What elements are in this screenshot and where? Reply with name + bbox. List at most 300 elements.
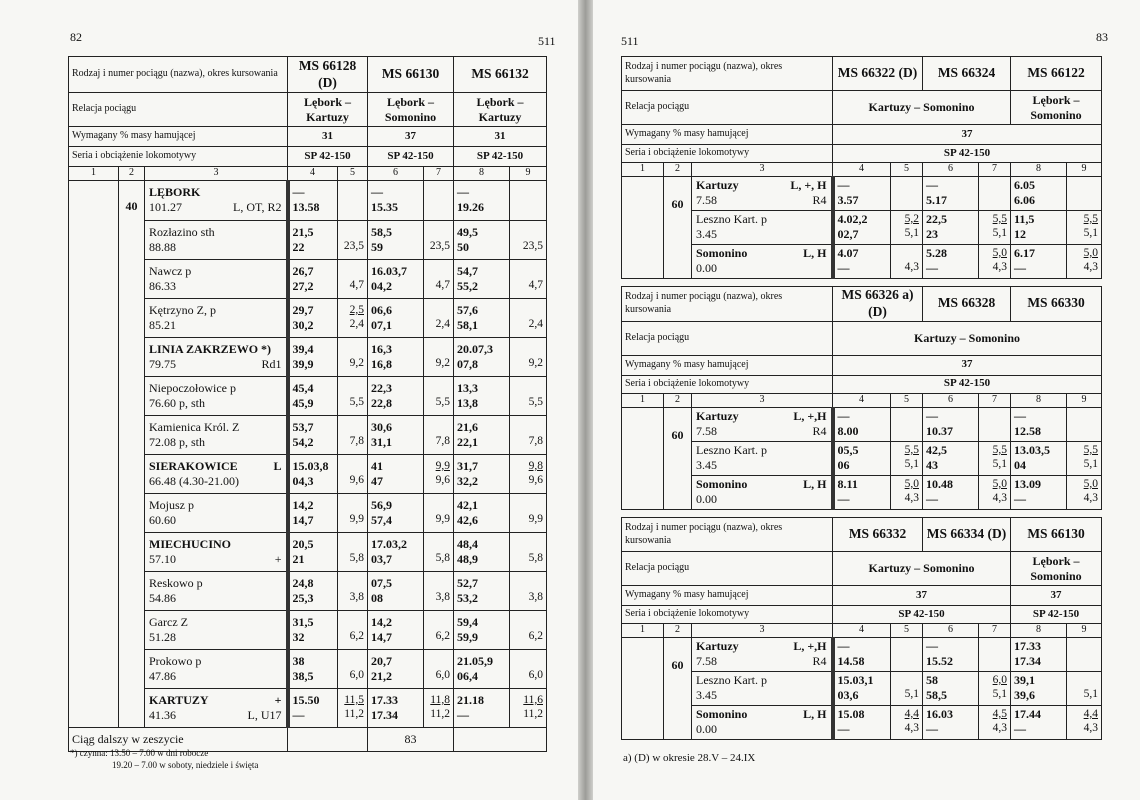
time-value: 6.06: [1014, 193, 1035, 207]
run-time-cell: [510, 260, 547, 299]
time-value: 23: [926, 227, 938, 241]
time-cell: [288, 299, 338, 338]
column-numbers-row: [69, 167, 547, 181]
train-relation: Lębork – Kartuzy: [454, 93, 547, 127]
time-value: 53,2: [457, 591, 478, 605]
train-relation: Kartuzy – Somonino: [833, 321, 1102, 355]
run-time-value: 5,1: [1083, 227, 1098, 240]
time-value: 32: [292, 630, 305, 644]
time-value: 4.02,2: [837, 212, 868, 226]
train-label: Rodzaj i numer pociągu (nazwa), okres kursowania: [622, 518, 833, 552]
time-value: 19.26: [457, 200, 484, 214]
time-cell: [368, 572, 424, 611]
station-km: 51.28: [149, 630, 176, 644]
station-cell: [692, 441, 833, 475]
time-cell: [368, 221, 424, 260]
brake-value: 31: [454, 127, 547, 147]
time-value: 38: [292, 654, 305, 668]
station-cell: [145, 338, 288, 377]
time-value: —: [926, 178, 938, 192]
time-value: —: [837, 491, 850, 506]
run-time-value: 6,0: [349, 669, 364, 682]
time-cell: [288, 455, 338, 494]
station-km: 88.88: [149, 240, 176, 254]
time-cell: [923, 211, 979, 245]
time-cell: [833, 638, 891, 672]
run-time-value: 4,3: [992, 722, 1007, 735]
run-time-value: [427, 537, 450, 551]
run-time-cell: [1067, 672, 1102, 706]
run-time-value: 7,8: [435, 435, 450, 448]
time-value: 13,8: [457, 396, 478, 410]
time-cell: [833, 706, 891, 740]
brake-value: 37: [833, 125, 1102, 145]
run-time-value: 2,4: [349, 318, 364, 331]
run-time-value: 11,2: [430, 708, 450, 721]
time-value: 29,7: [292, 303, 314, 317]
station-row: [622, 245, 1102, 279]
run-time-cell: [510, 299, 547, 338]
time-cell: [288, 221, 338, 260]
station-cell: [145, 650, 288, 689]
time-cell: [454, 416, 510, 455]
time-value: 30,2: [292, 318, 314, 332]
run-time-cell: [338, 299, 368, 338]
run-time-cell: [1067, 211, 1102, 245]
book-gutter: [578, 0, 593, 800]
time-cell: [454, 572, 510, 611]
loco-value: SP 42-150: [1011, 606, 1102, 624]
relation-label: Relacja pociągu: [622, 321, 833, 355]
column-number: 9: [1067, 393, 1102, 407]
station-km: 3.45: [696, 688, 717, 702]
station-cell: [692, 407, 833, 441]
column-number: 5: [891, 393, 923, 407]
blank-col: [622, 407, 664, 509]
time-value: 04,2: [371, 279, 392, 293]
blank-col: [69, 181, 119, 728]
brake-value: 37: [833, 355, 1102, 375]
station-cell: [145, 533, 288, 572]
run-time-value: 6,0: [992, 674, 1007, 686]
run-time-value: 5,8: [528, 552, 543, 565]
station-km: 60.60: [149, 513, 176, 527]
run-time-value: 4,4: [1083, 708, 1098, 720]
run-time-value: [513, 303, 543, 317]
train-number: MS 66330: [1011, 287, 1102, 322]
train-relation: Lębork – Somonino: [368, 93, 454, 127]
time-value: 15.35: [371, 200, 398, 214]
blank-col: [622, 638, 664, 740]
time-value: 14,2: [371, 615, 392, 629]
time-value: 14,7: [292, 513, 314, 527]
run-time-cell: [338, 572, 368, 611]
station-info: R4: [812, 193, 827, 207]
run-time-cell: [510, 221, 547, 260]
run-time-value: [513, 537, 543, 551]
run-time-cell: [979, 706, 1011, 740]
run-time-cell: [1067, 177, 1102, 211]
time-value: 48,9: [457, 552, 478, 566]
station-cell: [692, 177, 833, 211]
run-time-cell: [1067, 475, 1102, 509]
run-time-value: 4,7: [349, 279, 364, 292]
station-name: Rozłazino sth: [149, 225, 215, 239]
run-time-value: 5,5: [1083, 213, 1098, 225]
run-time-value: 9,6: [435, 474, 450, 487]
time-cell: [288, 494, 338, 533]
station-km: 41.36 L, U17: [149, 708, 282, 722]
time-value: 8.11: [837, 476, 858, 491]
run-time-value: 5,1: [904, 227, 919, 240]
run-time-value: 5,1: [992, 227, 1007, 240]
time-value: 15.03,8: [292, 459, 329, 473]
run-time-cell: [338, 533, 368, 572]
train-label: Rodzaj i numer pociągu (nazwa), okres kursowania: [622, 57, 833, 91]
time-value: 04,3: [292, 474, 314, 488]
time-value: 21,2: [371, 669, 392, 683]
time-value: 50: [457, 240, 469, 254]
run-time-cell: [338, 260, 368, 299]
run-time-value: [341, 381, 364, 395]
timetable-right: [621, 286, 1102, 510]
time-value: 07,1: [371, 318, 392, 332]
run-time-value: [341, 342, 364, 356]
time-value: 10.48: [926, 476, 953, 491]
run-time-cell: [1067, 245, 1102, 279]
run-time-value: [513, 615, 543, 629]
time-value: 22,8: [371, 396, 392, 410]
time-cell: [833, 211, 891, 245]
station-name: Garcz Z: [149, 615, 188, 629]
run-time-cell: [891, 177, 923, 211]
time-cell: [368, 181, 424, 221]
station-km: 85.21: [149, 318, 176, 332]
run-time-cell: [338, 338, 368, 377]
time-value: 22,1: [457, 435, 478, 449]
run-time-value: 5,2: [904, 213, 919, 225]
run-time-value: [341, 615, 364, 629]
page-header-511-left: 511: [538, 34, 556, 48]
line-number: 60: [664, 638, 692, 740]
time-cell: [454, 494, 510, 533]
station-name: LĘBORK: [149, 185, 201, 199]
column-number: 7: [424, 167, 454, 181]
time-cell: [368, 533, 424, 572]
page-number-right: 83: [1096, 30, 1108, 44]
run-time-cell: [338, 650, 368, 689]
time-cell: [833, 672, 891, 706]
time-cell: [288, 533, 338, 572]
station-cell: [692, 672, 833, 706]
station-cell: [692, 638, 833, 672]
time-value: 03,7: [371, 552, 392, 566]
time-value: 08: [371, 591, 383, 605]
run-time-value: [513, 342, 543, 356]
run-time-value: 2,5: [349, 304, 364, 316]
station-km: 0.00: [696, 722, 717, 736]
time-cell: [288, 689, 338, 728]
station-name: Kartuzy L, +,H: [696, 408, 827, 423]
run-time-cell: [891, 441, 923, 475]
run-time-value: 23,5: [343, 240, 364, 253]
time-value: 22: [292, 240, 305, 254]
time-value: 42,1: [457, 498, 478, 512]
run-time-value: [427, 342, 450, 356]
run-time-cell: [510, 416, 547, 455]
time-value: 32,2: [457, 474, 478, 488]
time-value: 15.03,1: [837, 673, 874, 687]
run-time-value: 9,9: [435, 460, 450, 472]
column-number: 3: [145, 167, 288, 181]
run-time-value: 11,6: [523, 694, 543, 706]
time-cell: [454, 299, 510, 338]
time-value: —: [1014, 408, 1026, 423]
run-time-value: [513, 225, 543, 239]
time-cell: [1011, 441, 1067, 475]
time-value: —: [926, 261, 938, 275]
train-relation: Lębork – Somonino: [1011, 91, 1102, 125]
run-time-value: 4,3: [1083, 492, 1098, 505]
column-number: 8: [1011, 163, 1067, 177]
page-number-left: 82: [70, 30, 82, 44]
column-number: 1: [622, 163, 664, 177]
time-cell: [368, 494, 424, 533]
run-time-value: 3,8: [528, 591, 543, 604]
time-value: 16,8: [371, 357, 392, 371]
blank-col: [622, 177, 664, 279]
time-value: 06,4: [457, 669, 478, 683]
column-number: 5: [891, 624, 923, 638]
time-cell: [288, 338, 338, 377]
run-time-value: 5,1: [904, 458, 919, 471]
time-value: 16.03,7: [371, 264, 407, 278]
run-time-value: [427, 420, 450, 434]
column-number: 6: [923, 624, 979, 638]
time-value: 10.37: [926, 423, 953, 438]
run-time-cell: [338, 494, 368, 533]
time-cell: [368, 611, 424, 650]
station-km: 47.86: [149, 669, 176, 683]
time-value: —: [1014, 491, 1026, 506]
time-value: 07,8: [457, 357, 478, 371]
run-time-value: 5,5: [1083, 443, 1098, 456]
station-info: +: [274, 552, 282, 566]
column-number: 7: [979, 163, 1011, 177]
run-time-value: 9,2: [349, 357, 364, 370]
time-value: 21.05,9: [457, 654, 493, 668]
time-value: 25,3: [292, 591, 314, 605]
run-time-cell: [338, 611, 368, 650]
time-value: 59,9: [457, 630, 478, 644]
run-time-value: [341, 459, 364, 473]
run-time-cell: [424, 572, 454, 611]
run-time-cell: [424, 611, 454, 650]
station-row: [622, 407, 1102, 441]
column-number: 8: [1011, 624, 1067, 638]
time-value: 02,7: [837, 227, 859, 241]
run-time-cell: [424, 650, 454, 689]
run-time-cell: [510, 181, 547, 221]
station-row: [69, 181, 547, 221]
time-cell: [288, 377, 338, 416]
time-value: —: [926, 491, 938, 506]
time-value: 4.07: [837, 246, 859, 260]
run-time-cell: [1067, 706, 1102, 740]
time-value: 17.33: [1014, 639, 1041, 653]
time-value: 14,7: [371, 630, 392, 644]
run-time-value: 5,8: [349, 552, 364, 565]
time-value: 57,4: [371, 513, 392, 527]
time-cell: [1011, 475, 1067, 509]
time-value: 16,3: [371, 342, 392, 356]
run-time-cell: [424, 689, 454, 728]
station-km: 101.27 L, OT, R2: [149, 200, 282, 214]
time-value: 07,5: [371, 576, 392, 590]
footnote-line: 19.20 – 7.00 w soboty, niedziele i święta: [112, 760, 259, 770]
run-time-value: [427, 381, 450, 395]
station-cell: [145, 455, 288, 494]
run-time-cell: [510, 650, 547, 689]
time-cell: [368, 650, 424, 689]
time-value: 14.58: [837, 654, 865, 668]
run-time-cell: [338, 416, 368, 455]
run-time-value: 5,5: [904, 443, 919, 456]
station-name: Somonino L, H: [696, 476, 827, 491]
time-value: 05,5: [837, 442, 859, 457]
train-number: MS 66122: [1011, 57, 1102, 91]
time-value: 45,9: [292, 396, 314, 410]
run-time-cell: [510, 533, 547, 572]
run-time-cell: [979, 441, 1011, 475]
time-value: 21.18: [457, 693, 484, 707]
run-time-value: [427, 615, 450, 629]
run-time-value: 4,7: [435, 279, 450, 292]
station-name: Leszno Kart. p: [696, 442, 767, 457]
time-cell: [288, 181, 338, 221]
run-time-cell: [510, 611, 547, 650]
time-value: 17.44: [1014, 707, 1041, 721]
station-km: 66.48 (4.30-21.00): [149, 474, 239, 488]
station-row: [622, 706, 1102, 740]
run-time-cell: [424, 299, 454, 338]
run-time-value: 7,8: [528, 435, 543, 448]
time-value: 15.52: [926, 654, 953, 668]
time-value: —: [926, 722, 938, 736]
time-value: 45,4: [292, 381, 314, 395]
column-numbers-row: [622, 624, 1102, 638]
run-time-value: [427, 498, 450, 512]
run-time-value: 5,8: [435, 552, 450, 565]
time-value: 22,5: [926, 212, 947, 226]
run-time-value: [513, 420, 543, 434]
station-km: 3.45: [696, 457, 717, 472]
run-time-cell: [979, 177, 1011, 211]
run-time-cell: [979, 672, 1011, 706]
run-time-value: 5,1: [904, 688, 919, 701]
time-cell: [923, 407, 979, 441]
train-number: MS 66332: [833, 518, 923, 552]
time-cell: [454, 260, 510, 299]
footnote: [112, 760, 258, 771]
train-number: MS 66132: [454, 57, 547, 93]
time-value: 56,9: [371, 498, 392, 512]
loco-label: Seria i obciążenie lokomotywy: [622, 145, 833, 163]
column-number: 4: [833, 624, 891, 638]
time-value: 58: [926, 673, 938, 687]
time-cell: [368, 299, 424, 338]
time-cell: [923, 177, 979, 211]
station-km: 76.60 p, sth: [149, 396, 206, 410]
station-rows: [69, 181, 547, 728]
time-value: 55,2: [457, 279, 478, 293]
time-cell: [368, 377, 424, 416]
station-name: Leszno Kart. p: [696, 673, 767, 687]
train-number: MS 66130: [1011, 518, 1102, 552]
station-cell: [145, 572, 288, 611]
station-cell: [145, 221, 288, 260]
run-time-value: 5,0: [992, 477, 1007, 490]
column-number: 7: [979, 624, 1011, 638]
run-time-cell: [424, 338, 454, 377]
time-value: —: [837, 639, 850, 653]
time-cell: [1011, 638, 1067, 672]
time-value: 27,2: [292, 279, 314, 293]
station-info: L, +,H: [793, 639, 827, 653]
run-time-value: 4,3: [992, 261, 1007, 274]
train-label: Rodzaj i numer pociągu (nazwa), okres kursowania: [622, 287, 833, 322]
train-number: MS 66130: [368, 57, 454, 93]
run-time-value: [894, 246, 919, 260]
run-time-value: [513, 654, 543, 668]
station-cell: [692, 706, 833, 740]
run-time-value: 5,0: [904, 477, 919, 490]
column-number: 2: [664, 163, 692, 177]
time-value: 16.03: [926, 707, 953, 721]
station-info: L, H: [803, 707, 827, 721]
run-time-cell: [338, 221, 368, 260]
column-number: 5: [891, 163, 923, 177]
station-info: L, H: [803, 246, 827, 260]
time-value: 26,7: [292, 264, 314, 278]
run-time-cell: [1067, 638, 1102, 672]
run-time-cell: [424, 416, 454, 455]
time-value: —: [926, 639, 938, 653]
time-value: —: [457, 708, 469, 722]
time-cell: [923, 638, 979, 672]
time-value: —: [457, 185, 469, 199]
run-time-value: 5,5: [349, 396, 364, 409]
run-time-cell: [424, 533, 454, 572]
run-time-cell: [338, 689, 368, 728]
time-cell: [1011, 177, 1067, 211]
time-cell: [454, 455, 510, 494]
time-value: 31,7: [457, 459, 478, 473]
relation-label: Relacja pociągu: [622, 91, 833, 125]
run-time-value: [341, 537, 364, 551]
header-row: [622, 375, 1102, 393]
run-time-value: 5,5: [435, 396, 450, 409]
run-time-cell: [1067, 407, 1102, 441]
station-km: 0.00: [696, 491, 717, 506]
run-time-value: 9,6: [349, 474, 364, 487]
time-value: 59,4: [457, 615, 478, 629]
footnote-line: *) czynna: 13.50 – 7.00 w dni robocze: [70, 748, 209, 758]
station-cell: [692, 245, 833, 279]
train-number: MS 66334 (D): [923, 518, 1011, 552]
column-number: 3: [692, 624, 833, 638]
station-cell: [145, 377, 288, 416]
